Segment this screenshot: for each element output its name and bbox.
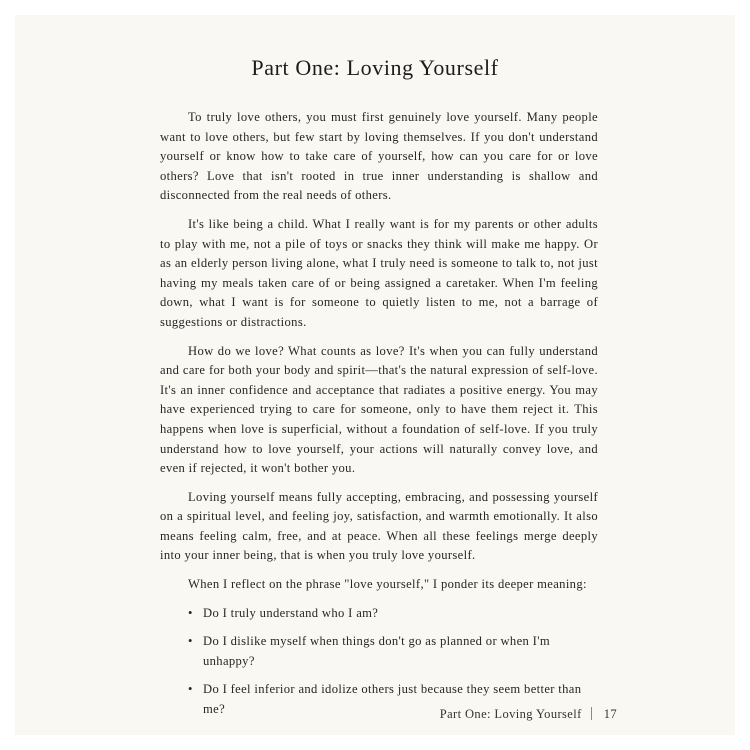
paragraph: To truly love others, you must first genuinely love yourself. Many people want to love others, but few start by loving themselves. If you don't understand yourself or know how to take care of yourself, how can you care for or love others? Love that isn't rooted in true inner understanding is shallow and disconnected from the real needs of others. (160, 110, 598, 203)
list-item-text: Do I dislike myself when things don't go as planned or when I'm unhappy? (203, 634, 550, 668)
chapter-title: Part One: Loving Yourself (251, 55, 499, 80)
list-item (160, 632, 598, 671)
page-number: 17 (603, 707, 617, 721)
footer-divider (591, 707, 592, 720)
running-title: Part One: Loving Yourself (439, 707, 582, 721)
paragraph: Loving yourself means fully accepting, embracing, and possessing yourself on a spiritual level, and feeling joy, satisfaction, and warmth emotionally. It also means feeling calm, free, and at peace. When all these feelings merge deeply into your inner being, that is when you truly love yourself. (160, 489, 598, 563)
bullet-icon: • (188, 682, 193, 697)
page-footer (15, 707, 617, 722)
book-page (15, 15, 735, 735)
page-body (160, 108, 598, 729)
question-list (160, 604, 598, 720)
bullet-icon: • (188, 605, 193, 620)
paragraph: It's like being a child. What I really want is for my parents or other adults to play with me, not a pile of toys or snacks they think will make me happy. Or as an elderly person living alone, what I truly need is someone to talk to, not just having my meals taken care of or being assigned a caretaker. When I'm feeling down, what I want is for someone to quietly listen to me, not a barrage of suggestions or distractions. (160, 216, 598, 329)
paragraph: When I reflect on the phrase "love yourself," I ponder its deeper meaning: (188, 577, 587, 592)
bullet-icon: • (188, 634, 193, 649)
list-item-text: Do I feel inferior and idolize others just because they seem better than me? (203, 682, 582, 717)
list-item-text: Do I truly understand who I am? (203, 605, 379, 620)
list-item (160, 604, 598, 624)
paragraph: How do we love? What counts as love? It's when you can fully understand and care for both your body and spirit—that's the natural expression of self-love. It's an inner confidence and acceptance that radiates a positive energy. You may have experienced trying to care for someone, only to have them reject it. This happens when love is superficial, without a foundation of self-love. If you truly understand how to love yourself, your actions will naturally convey love, and even if rejected, it won't bother you. (160, 343, 598, 476)
